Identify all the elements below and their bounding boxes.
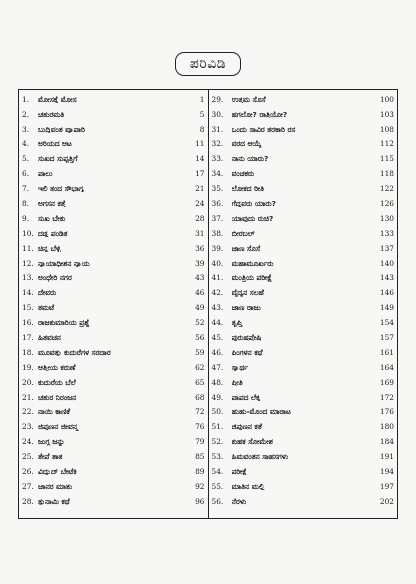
entry-page-number: 133	[379, 228, 394, 238]
toc-entry	[209, 479, 398, 494]
entry-title: ತೃಪ್ತಿ	[231, 319, 243, 327]
entry-page-number: 161	[379, 347, 394, 357]
entry-number: 14.	[22, 288, 34, 298]
entry-page-number: 180	[379, 422, 394, 432]
entry-title: ಪಿಂಗಳನ ಕಥೆ	[231, 348, 263, 357]
entry-number: 29.	[211, 94, 224, 104]
toc-entry	[209, 345, 398, 360]
entry-page-number: 197	[379, 481, 394, 491]
entry-number: 40.	[211, 258, 224, 268]
toc-entry	[209, 107, 398, 122]
toc-entry	[19, 196, 208, 211]
entry-page-number: 122	[379, 184, 394, 194]
title-wrapper	[0, 52, 416, 76]
entry-title: ಅರಿಯದ ಆಟ	[38, 140, 72, 148]
entry-number: 21.	[22, 392, 34, 402]
toc-entry	[209, 464, 398, 479]
entry-page-number: 89	[195, 467, 205, 476]
entry-number: 35.	[211, 184, 224, 194]
entry-title: ಮಾತಿನ ಮಲ್ಲಿ	[231, 482, 265, 491]
entry-number: 12.	[22, 258, 34, 268]
toc-entry	[19, 166, 208, 181]
entry-number: 42.	[211, 288, 224, 298]
entry-title: ಪ್ರೀತಿ	[231, 378, 243, 387]
entry-title: ಮಂತ್ರಿಯ ಪರೀಕ್ಷೆ	[231, 274, 273, 282]
entry-page-number: 76	[195, 422, 205, 432]
entry-number: 53.	[211, 452, 224, 462]
toc-entry	[19, 390, 208, 405]
entry-page-number: 79	[195, 437, 205, 447]
toc-entry	[19, 345, 208, 360]
entry-title: ಜಿಪುಣನ ಕತೆ	[231, 423, 262, 431]
entry-page-number: 31	[195, 228, 205, 238]
entry-page-number: 1	[199, 94, 205, 104]
toc-entry	[19, 330, 208, 345]
toc-entry	[209, 449, 398, 464]
toc-entry	[209, 360, 398, 375]
toc-entry	[19, 375, 208, 390]
entry-page-number: 146	[379, 288, 394, 298]
entry-page-number: 52	[195, 318, 205, 328]
entry-title: ಪಾಪದ ಲೆಕ್ಕ	[231, 393, 261, 401]
entry-title: ಪಾಲು	[38, 170, 53, 178]
toc-entry	[209, 122, 398, 137]
entry-number: 10.	[22, 228, 34, 238]
entry-page-number: 68	[195, 392, 205, 402]
entry-title: ಜಿಪುಣನ ಜೀವನ್ಮ	[38, 423, 78, 431]
toc-entry	[209, 375, 398, 390]
entry-page-number: 59	[195, 347, 205, 357]
entry-title: ವಿದ್ಯುದ್ ಬೇಟೆಕಿ	[38, 468, 77, 476]
entry-title: ಇಲಿ ತಂದ ಸೌಭಾಗ್ಯ	[38, 185, 84, 193]
toc-entry	[209, 494, 398, 509]
entry-title: ಪರೀಕ್ಷೆ	[231, 468, 248, 476]
toc-entry	[19, 434, 208, 449]
entry-number: 38.	[211, 228, 224, 238]
entry-number: 2.	[22, 109, 30, 119]
toc-entry	[19, 315, 208, 330]
entry-page-number: 5	[199, 109, 205, 119]
toc-entry	[19, 449, 208, 464]
entry-number: 11.	[22, 243, 34, 253]
entry-page-number: 24	[195, 198, 205, 208]
entry-title: ಸ್ವಾರ್ಥ	[231, 363, 248, 372]
entry-page-number: 96	[195, 496, 205, 506]
entry-page-number: 157	[379, 332, 394, 342]
toc-entry	[19, 464, 208, 479]
toc-entry	[19, 92, 208, 107]
entry-number: 25.	[22, 452, 34, 462]
entry-page-number: 21	[195, 184, 205, 194]
toc-entry	[19, 137, 208, 152]
toc-entry	[209, 196, 398, 211]
entry-number: 8.	[22, 198, 30, 208]
entry-page-number: 184	[379, 437, 394, 447]
table-of-contents	[18, 89, 398, 519]
entry-number: 26.	[22, 467, 34, 476]
entry-title: ಹುಹು-ಮೊಂದ ಮಾರಾಟ	[231, 408, 291, 416]
entry-title: ಚತುರಮತಿ	[38, 110, 65, 119]
entry-number: 48.	[211, 377, 224, 387]
toc-entry	[19, 226, 208, 241]
entry-page-number: 137	[379, 243, 394, 253]
entry-page-number: 143	[379, 273, 394, 283]
entry-number: 30.	[211, 109, 224, 119]
entry-number: 50.	[211, 407, 224, 417]
entry-page-number: 194	[379, 467, 394, 476]
entry-title: ಉತ್ತಮ ಸೊಸೆ	[231, 95, 266, 104]
entry-number: 28.	[22, 496, 34, 506]
entry-number: 24.	[22, 437, 34, 447]
entry-number: 41.	[211, 273, 224, 283]
entry-page-number: 8	[199, 124, 205, 134]
entry-page-number: 164	[379, 362, 394, 372]
entry-title: ಜಾನರ ಮಾತು	[38, 482, 73, 491]
entry-number: 27.	[22, 481, 34, 491]
entry-number: 37.	[211, 213, 224, 223]
entry-number: 54.	[211, 467, 224, 476]
entry-number: 4.	[22, 139, 30, 149]
toc-entry	[19, 286, 208, 301]
entry-page-number: 103	[379, 109, 394, 119]
toc-entry	[209, 300, 398, 315]
entry-page-number: 112	[379, 139, 394, 149]
entry-title: ನೆರಳು	[231, 497, 247, 506]
entry-number: 1.	[22, 94, 30, 104]
entry-title: ಹಗಲೋ? ರಾತ್ರಿಯೋ?	[231, 110, 288, 119]
entry-page-number: 126	[379, 198, 394, 208]
toc-entry	[209, 256, 398, 271]
entry-page-number: 65	[195, 377, 205, 387]
entry-page-number: 36	[195, 243, 205, 253]
entry-number: 3.	[22, 124, 30, 134]
entry-number: 31.	[211, 124, 224, 134]
entry-page-number: 149	[379, 303, 394, 313]
entry-number: 43.	[211, 303, 224, 313]
toc-entry	[19, 241, 208, 256]
entry-number: 56.	[211, 496, 224, 506]
entry-number: 34.	[211, 169, 224, 179]
entry-page-number: 56	[195, 332, 205, 342]
entry-title: ಚತುರ ನಿರಂಜನ	[38, 393, 77, 401]
entry-title: ನಾಯಿ ಕಾಣಿಕೆ	[38, 408, 71, 416]
entry-title: ಸುಖ ಬೇಕು	[38, 214, 66, 223]
entry-number: 17.	[22, 332, 34, 342]
entry-number: 20.	[22, 377, 34, 387]
entry-title: ಆತ್ಮೀಯ ಕರುಣೆ	[38, 363, 76, 372]
entry-number: 46.	[211, 347, 224, 357]
entry-title: ದಡ್ಡ ಪಂಡಿತ	[38, 229, 68, 238]
toc-entry	[209, 241, 398, 256]
entry-title: ತ್ಸುನಾಮಿ ಕಥೆ	[38, 497, 70, 506]
entry-number: 6.	[22, 169, 30, 179]
entry-page-number: 14	[195, 154, 205, 164]
entry-number: 32.	[211, 139, 224, 149]
toc-entry	[19, 494, 208, 509]
entry-title: ಜಾಣ ರಾಜು	[231, 304, 261, 312]
toc-entry	[19, 479, 208, 494]
toc-entry	[209, 330, 398, 345]
toc-entry	[19, 107, 208, 122]
entry-number: 9.	[22, 213, 30, 223]
entry-page-number: 118	[379, 169, 394, 179]
entry-title: ಜಾಣ ಸೊಸೆ	[231, 244, 261, 253]
toc-entry	[209, 211, 398, 226]
entry-page-number: 72	[195, 407, 205, 417]
entry-page-number: 17	[195, 169, 205, 179]
toc-entry	[209, 405, 398, 420]
toc-right-column	[209, 90, 398, 518]
entry-title: ಮೋಸಕ್ಕೆ ಮೋಸ	[38, 95, 77, 104]
entry-page-number: 115	[379, 154, 394, 164]
entry-page-number: 11	[195, 139, 205, 149]
toc-entry	[209, 137, 398, 152]
entry-number: 52.	[211, 437, 224, 447]
entry-title: ತೇಪೆ ತಾತ	[38, 453, 63, 461]
entry-title: ಚಿನ್ನ ಬೆಳ್ಳಿ	[38, 244, 61, 253]
entry-title: ಬುದ್ಧಿವಂತ ವ್ಯಾಪಾರಿ	[38, 125, 85, 133]
toc-entry	[19, 211, 208, 226]
entry-number: 23.	[22, 422, 34, 432]
entry-number: 13.	[22, 273, 34, 283]
toc-entry	[209, 226, 398, 241]
entry-page-number: 39	[195, 258, 205, 268]
toc-entry	[209, 92, 398, 107]
entry-number: 45.	[211, 332, 224, 342]
toc-entry	[209, 390, 398, 405]
entry-page-number: 202	[379, 496, 394, 506]
entry-title: ದೇವರು	[38, 289, 57, 297]
entry-title: ಅಗಸನ ಕತ್ತೆ	[38, 199, 66, 208]
toc-entry	[209, 166, 398, 181]
entry-title: ಸುಖದ ಸುಪ್ಪತ್ತಿಗೆ	[38, 155, 78, 163]
toc-entry	[19, 122, 208, 137]
entry-title: ಕುದುರೆಯ ಬೆಲೆ	[38, 378, 76, 387]
toc-entry	[209, 286, 398, 301]
toc-entry	[209, 315, 398, 330]
entry-number: 7.	[22, 184, 30, 194]
entry-title: ಒಂದು ಸಾವಿರ ತರಕಾರಿ ರಸ	[231, 125, 296, 133]
toc-entry	[19, 300, 208, 315]
entry-number: 15.	[22, 303, 34, 313]
entry-number: 16.	[22, 318, 34, 328]
toc-entry	[19, 405, 208, 420]
page-title: ಪರಿವಿಡಿ	[175, 52, 241, 76]
entry-title: ವೈದ್ಯನ ಸಲಹೆ	[231, 289, 264, 297]
entry-title: ವರದ ಆಯ್ಕೆ	[231, 140, 262, 148]
entry-page-number: 154	[379, 318, 394, 328]
entry-page-number: 49	[195, 303, 205, 313]
entry-title: ಪುರುಷಪ್ರೇಷಿ	[231, 333, 262, 342]
toc-entry	[209, 420, 398, 435]
entry-title: ಗೆದ್ದವರು ಯಾರು?	[231, 199, 276, 208]
entry-title: ಹಿತವಚನ	[38, 333, 61, 342]
entry-title: ರಾಜಕುಮಾರಿಯ ಪ್ರಶ್ನೆ	[38, 319, 90, 327]
entry-page-number: 46	[195, 288, 205, 298]
entry-page-number: 140	[379, 258, 394, 268]
entry-title: ಮಹಾಮೂರ್ಖರು	[231, 259, 274, 267]
entry-page-number: 100	[379, 94, 394, 104]
toc-entry	[209, 152, 398, 167]
entry-title: ಮೂವತ್ತು ಕುದುರೆಗಳ ಸರದಾರ	[38, 348, 111, 357]
entry-page-number: 43	[195, 273, 205, 283]
toc-entry	[19, 360, 208, 375]
toc-entry	[19, 271, 208, 286]
toc-left-column	[19, 90, 209, 518]
entry-title: ವಂಚಕರು	[231, 170, 255, 178]
entry-title: ಹಿಮವಂತನ ಸಾಹಸಗಳು	[231, 453, 289, 461]
entry-page-number: 62	[195, 362, 205, 372]
entry-number: 47.	[211, 362, 224, 372]
toc-entry	[209, 181, 398, 196]
toc-entry	[19, 256, 208, 271]
entry-number: 18.	[22, 347, 34, 357]
entry-page-number: 85	[195, 452, 205, 462]
entry-page-number: 191	[379, 452, 394, 462]
entry-page-number: 169	[379, 377, 394, 387]
toc-entry	[209, 434, 398, 449]
entry-page-number: 176	[379, 407, 394, 417]
entry-number: 44.	[211, 318, 224, 328]
entry-page-number: 92	[195, 481, 205, 491]
entry-number: 49.	[211, 392, 224, 402]
entry-number: 51.	[211, 422, 224, 432]
entry-number: 36.	[211, 198, 224, 208]
entry-number: 39.	[211, 243, 224, 253]
entry-page-number: 108	[379, 124, 394, 134]
entry-title: ತಮಟೆ	[38, 304, 55, 312]
entry-title: ಯಾವುದು ರುಚಿ?	[231, 214, 274, 223]
entry-number: 55.	[211, 481, 224, 491]
toc-entry	[209, 271, 398, 286]
entry-title: ಕುಹಕ ಸೋಮೇಶ	[231, 438, 273, 446]
toc-entry	[19, 181, 208, 196]
entry-title: ಲೋಕದ ರೀತಿ	[231, 185, 265, 193]
toc-entry	[19, 152, 208, 167]
entry-page-number: 172	[379, 392, 394, 402]
entry-title: ಅಂಧೇರಿ ನಗರ	[38, 274, 72, 282]
entry-title: ಬೀರಬಲ್	[231, 229, 255, 238]
entry-title: ನ್ಯಾಯಾಧೀಶನ ನ್ಯಾಯ	[38, 259, 90, 267]
entry-number: 5.	[22, 154, 30, 164]
toc-entry	[19, 420, 208, 435]
entry-number: 33.	[211, 154, 224, 164]
entry-title: ಜುಗ್ಗ ಜನ್ನು	[38, 438, 65, 446]
entry-number: 19.	[22, 362, 34, 372]
entry-number: 22.	[22, 407, 34, 417]
entry-page-number: 130	[379, 213, 394, 223]
entry-title: ನಾನು ಯಾರು?	[231, 155, 269, 163]
entry-page-number: 28	[195, 213, 205, 223]
